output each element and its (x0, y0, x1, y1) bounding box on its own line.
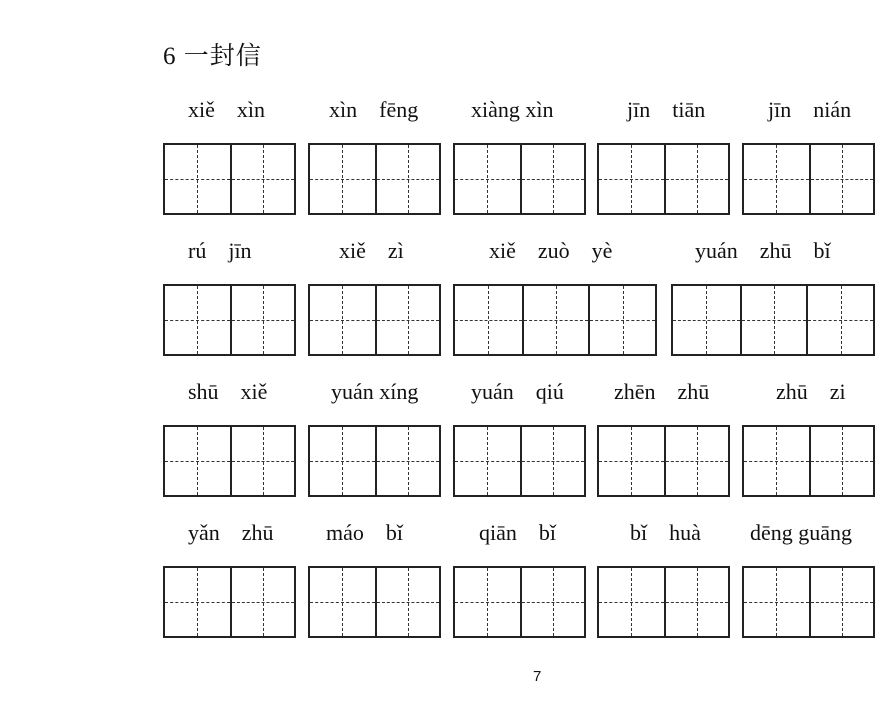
tianzige-cell[interactable] (310, 427, 375, 495)
pinyin-label: xiě zì (339, 238, 404, 263)
pinyin-label: zhū zi (776, 379, 846, 404)
pinyin-label: yǎn zhū (188, 520, 274, 545)
tianzige-cell[interactable] (310, 286, 375, 354)
tianzige-cell[interactable] (455, 568, 520, 636)
vocab-row-1 (0, 93, 880, 233)
writing-grid[interactable] (308, 566, 441, 638)
pinyin-label: jīn nián (768, 97, 852, 122)
tianzige-cell[interactable] (310, 145, 375, 213)
tianzige-cell[interactable] (522, 286, 589, 354)
tianzige-cell[interactable] (673, 286, 740, 354)
tianzige-cell[interactable] (740, 286, 807, 354)
tianzige-cell[interactable] (806, 286, 873, 354)
writing-grid[interactable] (742, 143, 875, 215)
writing-grid[interactable] (742, 566, 875, 638)
writing-grid[interactable] (163, 425, 296, 497)
tianzige-cell[interactable] (744, 145, 809, 213)
tianzige-cell[interactable] (520, 568, 585, 636)
writing-grid[interactable] (308, 284, 441, 356)
tianzige-cell[interactable] (375, 145, 440, 213)
writing-grid[interactable] (453, 566, 586, 638)
pinyin-label: rú jīn (188, 238, 252, 263)
tianzige-cell[interactable] (664, 145, 729, 213)
tianzige-cell[interactable] (744, 427, 809, 495)
tianzige-cell[interactable] (520, 145, 585, 213)
tianzige-cell[interactable] (599, 427, 664, 495)
pinyin-label: xìn fēng (329, 97, 419, 122)
writing-grid[interactable] (163, 143, 296, 215)
pinyin-label: xiě zuò yè (489, 238, 613, 263)
tianzige-cell[interactable] (165, 568, 230, 636)
pinyin-label: xiě xìn (188, 97, 265, 122)
tianzige-cell[interactable] (165, 427, 230, 495)
tianzige-cell[interactable] (165, 145, 230, 213)
writing-grid[interactable] (742, 425, 875, 497)
writing-grid[interactable] (308, 425, 441, 497)
pinyin-label: jīn tiān (627, 97, 706, 122)
writing-grid[interactable] (453, 284, 657, 356)
tianzige-cell[interactable] (664, 568, 729, 636)
page-number: 7 (533, 668, 542, 685)
tianzige-cell[interactable] (664, 427, 729, 495)
tianzige-cell[interactable] (375, 568, 440, 636)
pinyin-label: yuán zhū bǐ (695, 238, 831, 263)
pinyin-label: bǐ huà (630, 520, 701, 545)
tianzige-cell[interactable] (588, 286, 655, 354)
tianzige-cell[interactable] (744, 568, 809, 636)
tianzige-cell[interactable] (230, 427, 295, 495)
vocab-row-3 (0, 375, 880, 515)
tianzige-cell[interactable] (809, 427, 874, 495)
tianzige-cell[interactable] (375, 286, 440, 354)
tianzige-cell[interactable] (230, 568, 295, 636)
tianzige-cell[interactable] (455, 427, 520, 495)
pinyin-label: yuán qiú (471, 379, 564, 404)
pinyin-label: xiàng xìn (471, 97, 554, 122)
pinyin-label: máo bǐ (326, 520, 403, 545)
writing-grid[interactable] (163, 566, 296, 638)
writing-grid[interactable] (597, 566, 730, 638)
writing-grid[interactable] (453, 425, 586, 497)
tianzige-cell[interactable] (455, 145, 520, 213)
pinyin-label: zhēn zhū (614, 379, 710, 404)
pinyin-label: qiān bǐ (479, 520, 556, 545)
writing-grid[interactable] (597, 143, 730, 215)
tianzige-cell[interactable] (230, 145, 295, 213)
pinyin-label: yuán xíng (331, 379, 419, 404)
writing-grid[interactable] (453, 143, 586, 215)
tianzige-cell[interactable] (599, 145, 664, 213)
tianzige-cell[interactable] (310, 568, 375, 636)
writing-grid[interactable] (163, 284, 296, 356)
tianzige-cell[interactable] (455, 286, 522, 354)
writing-grid[interactable] (308, 143, 441, 215)
tianzige-cell[interactable] (809, 145, 874, 213)
tianzige-cell[interactable] (165, 286, 230, 354)
tianzige-cell[interactable] (375, 427, 440, 495)
writing-grid[interactable] (597, 425, 730, 497)
tianzige-cell[interactable] (599, 568, 664, 636)
vocab-row-2 (0, 234, 880, 374)
vocab-row-4 (0, 516, 880, 656)
tianzige-cell[interactable] (520, 427, 585, 495)
pinyin-label: dēng guāng (750, 520, 853, 545)
pinyin-label: shū xiě (188, 379, 268, 404)
tianzige-cell[interactable] (809, 568, 874, 636)
writing-grid[interactable] (671, 284, 875, 356)
lesson-title: 6 一封信 (163, 43, 262, 70)
tianzige-cell[interactable] (230, 286, 295, 354)
